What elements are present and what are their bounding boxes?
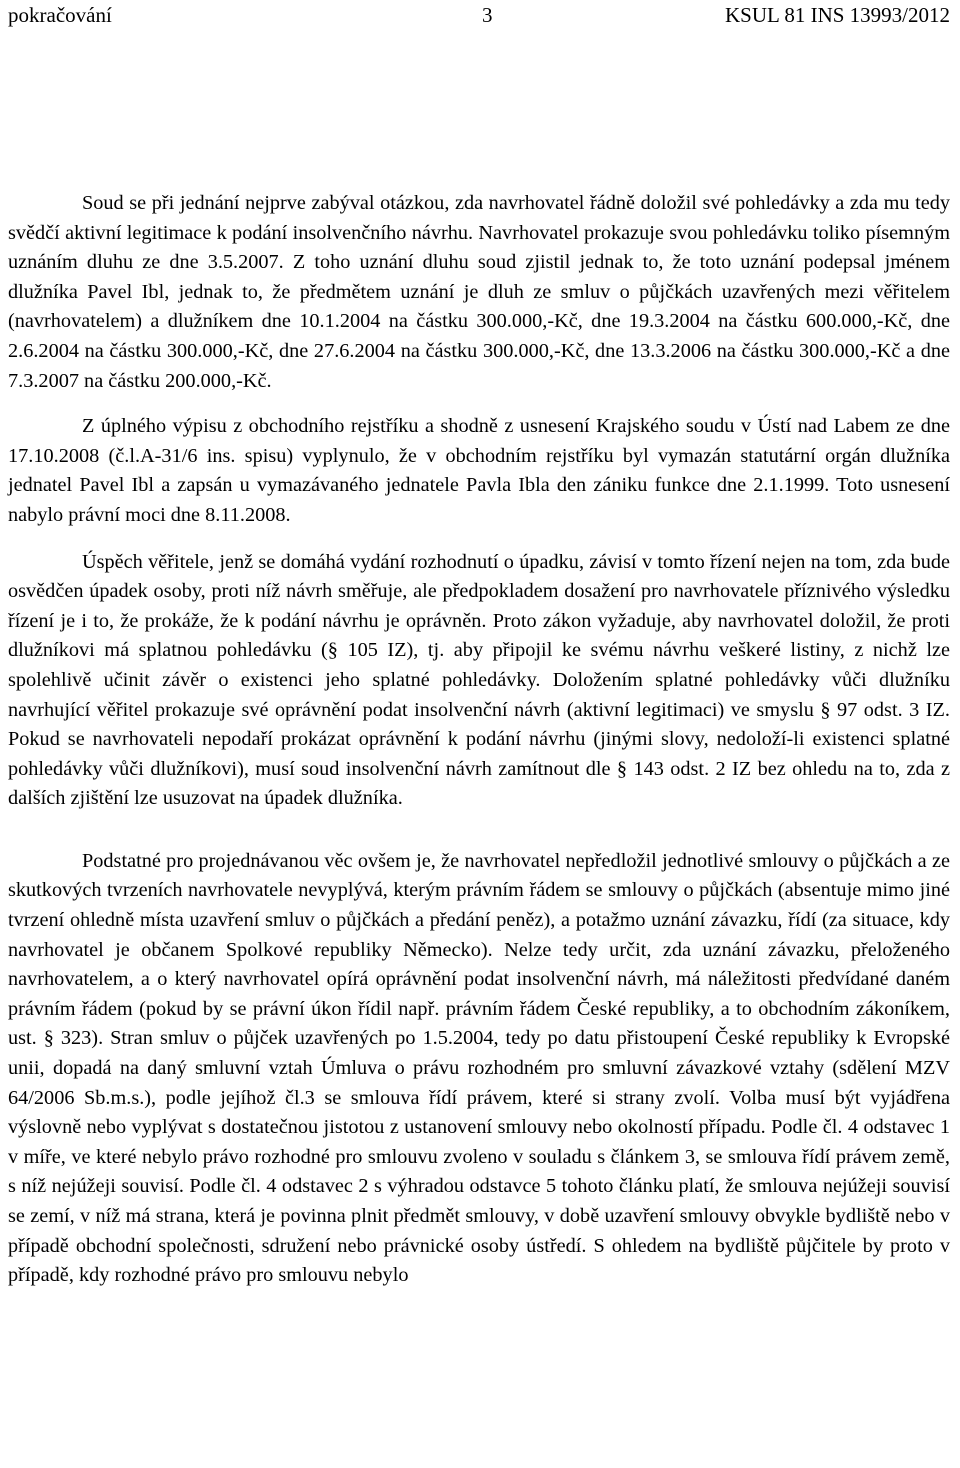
document-body: [8, 189, 950, 1291]
header-case-number: KSUL 81 INS 13993/2012: [725, 3, 950, 27]
page-header: [8, 0, 950, 30]
header-page-number: 3: [482, 3, 493, 27]
paragraph-standing: Soud se při jednání nejprve zabýval otázkou, zda navrhovatel řádně doložil své pohledávky a zda mu tedy svědčí aktivní legitimace k podání insolvenčního návrhu. Navrhovatel prokazuje svou pohledávku toliko písemným uznáním dluhu ze dne 3.5.2007. Z toho uznání dluhu soud zjistil jednak to, že toto uznání podepsal jménem dlužníka Pavel Ibl, jednak to, že předmětem uznání je dluh ze smluv o půjčkách uzavřených mezi věřitelem (navrhovatelem) a dlužníkem dne 10.1.2004 na částku 300.000,-Kč, dne 19.3.2004 na částku 600.000,-Kč, dne 2.6.2004 na částku 300.000,-Kč, dne 27.6.2004 na částku 300.000,-Kč, dne 13.3.2006 na částku 300.000,-Kč a dne 7.3.2007 na částku 200.000,-Kč.: [8, 192, 950, 392]
header-continuation: pokračování: [8, 3, 112, 27]
paragraph-registry-extract: Z úplného výpisu z obchodního rejstříku a shodně z usnesení Krajského soudu v Ústí nad Labem ze dne 17.10.2008 (č.l.A-31/6 ins. spisu) vyplynulo, že v obchodním rejstříku byl vymazán statutární orgán dlužníka jednatel Pavel Ibl a zapsán u vymazávaného jednatele Pavla Ibla den zániku funkce dne 2.1.1999. Toto usnesení nabylo právní moci dne 8.11.2008.: [8, 415, 950, 526]
paragraph-creditor-success: Úspěch věřitele, jenž se domáhá vydání rozhodnutí o úpadku, závisí v tomto řízení nejen na tom, zda bude osvědčen úpadek osoby, proti níž návrh směřuje, ale předpokladem dosažení pro navrhovatele příznivého výsledku řízení je i to, že prokáže, že k podání návrhu je oprávněn. Proto zákon vyžaduje, aby navrhovatel doložil, že proti dlužníkovi má splatnou pohledávku (§ 105 IZ), tj. aby připojil ke svému návrhu veškeré listiny, z nichž lze spolehlivě učinit závěr o existenci jeho splatné pohledávky. Doložením splatné pohledávky vůči dlužníku navrhující věřitel prokazuje své oprávnění podat insolvenční návrh (aktivní legitimaci) ve smyslu § 97 odst. 3 IZ. Pokud se navrhovateli nepodaří prokázat oprávnění k podání návrhu (jinými slovy, nedoloží-li existenci splatné pohledávky vůči dlužníkovi), musí soud insolvenční návrh zamítnout dle § 143 odst. 2 IZ bez ohledu na to, zda z dalších zjištění lze usuzovat na úpadek dlužníka.: [8, 550, 950, 810]
paragraph-applicable-law: Podstatné pro projednávanou věc ovšem je, že navrhovatel nepředložil jednotlivé smlouvy o půjčkách a ze skutkových tvrzeních navrhovatele nevyplývá, kterým právním řádem se smlouvy o půjčkách (absentuje mimo jiné tvrzení ohledně místa uzavření smluv o půjčkách a předání peněz), a potažmo uznání závazku, řídí (za situace, kdy navrhovatel je občanem Spolkové republiky Německo). Nelze tedy určit, zda uznání závazku, přeloženého navrhovatelem, a o který navrhovatel opírá oprávnění podat insolvenční návrh, má náležitosti předvídané daném právním řádem (pokud by se právní úkon řídil např. právním řádem České republiky, a to obchodním zákoníkem, ust. § 323). Stran smluv o půjček uzavřených po 1.5.2004, tedy po datu přistoupení České republiky k Evropské unii, dopadá na daný smluvní vztah Úmluva o právu rozhodném pro smluvní závazkové vztahy (sdělení MZV 64/2006 Sb.m.s.), podle jejíhož čl.3 se smlouva řídí právem, které si strany zvolí. Volba musí být vyjádřena výslovně nebo vyplývat s dostatečnou jistotou z ustanovení smlouvy nebo okolností případu. Podle čl. 4 odstavec 1 v míře, ve které nebylo právo rozhodné pro smlouvu zvoleno v souladu s článkem 3, se smlouva řídí právem země, s níž nejúžeji souvisí. Podle čl. 4 odstavec 2 s výhradou odstavce 5 tohoto článku platí, že smlouva nejúžeji souvisí se zemí, v níž má strana, která je povinna plnit předmět smlouvy, v době uzavření smlouvy obvykle bydliště nebo v případě obchodní společnosti, sdružení nebo právnické osoby ústředí. S ohledem na bydliště půjčitele by proto v případě, kdy rozhodné právo pro smlouvu nebylo: [8, 849, 950, 1287]
